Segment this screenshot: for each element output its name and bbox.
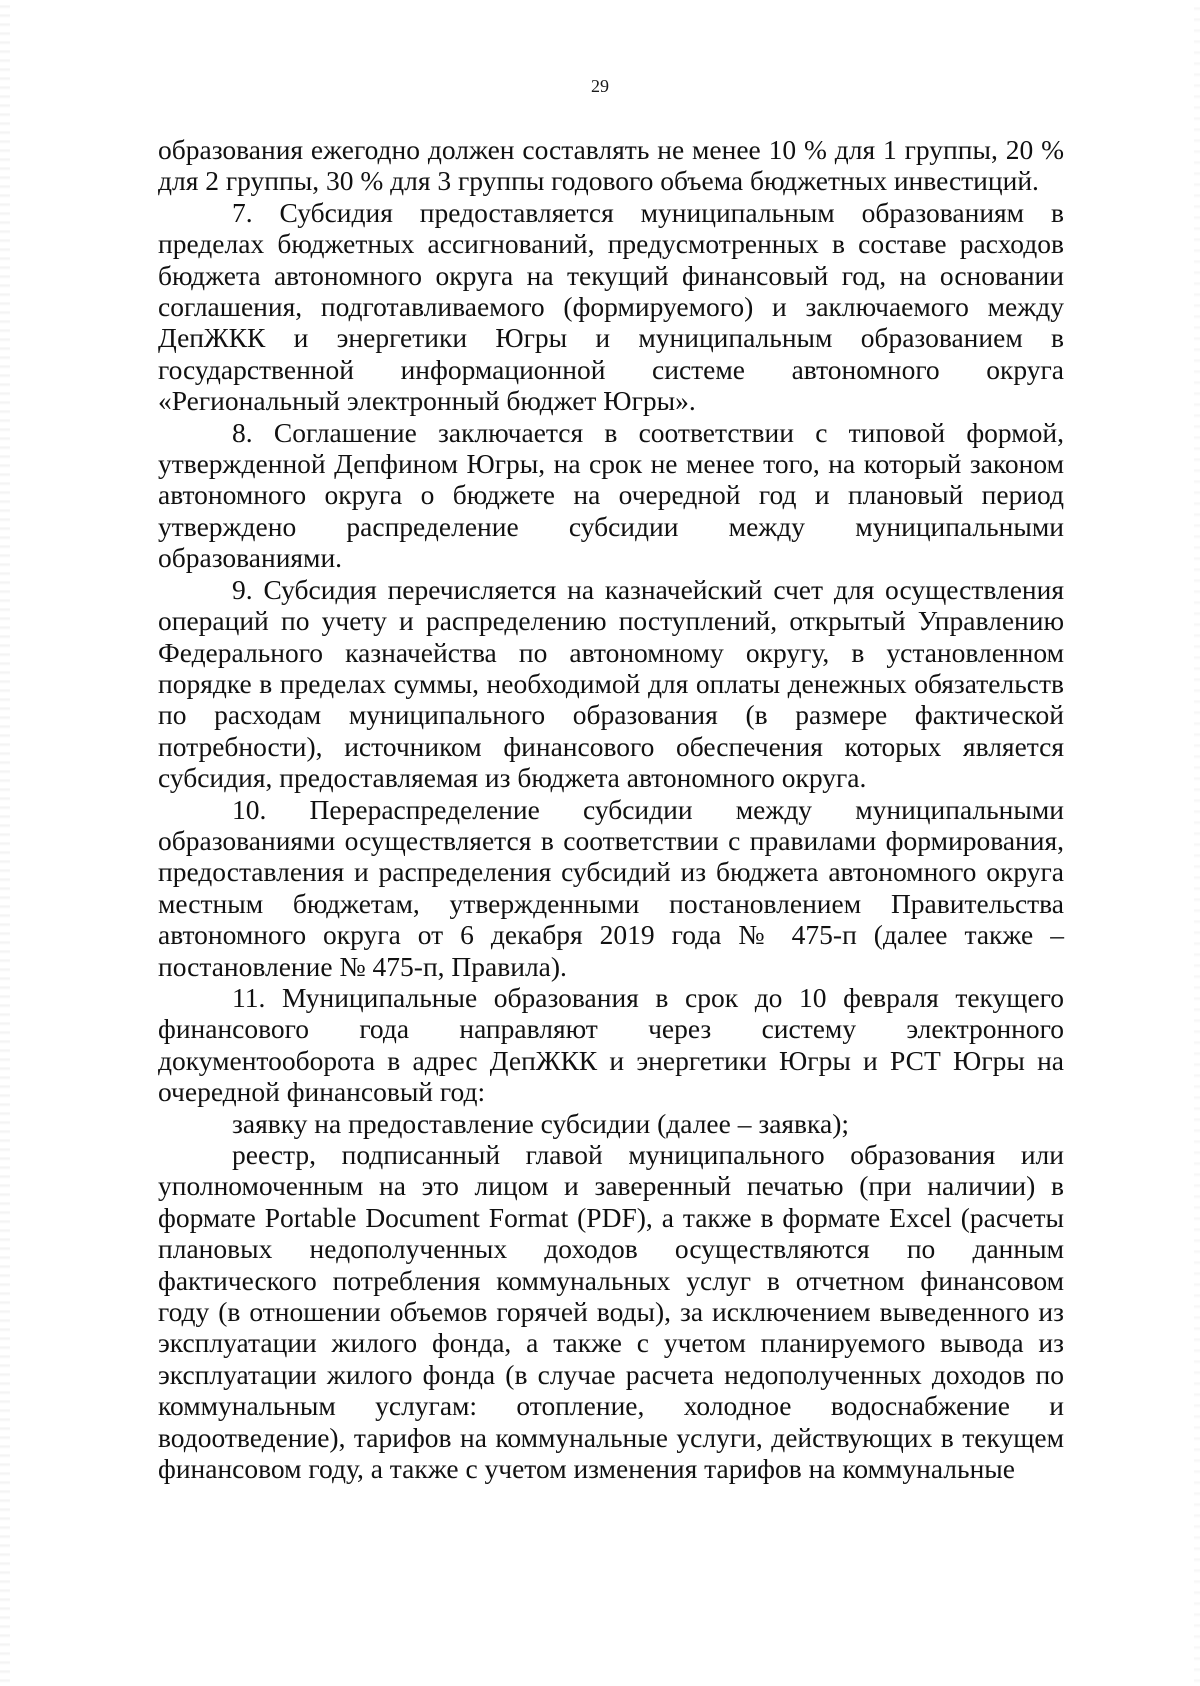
paragraph-item-7: 7. Субсидия предоставляется муниципальным образованиям в пределах бюджетных ассигнований, предусмотренных в составе расходов бюджета автономного округа на текущий финансовый год, на основании соглашения, подготавливаемого (формируемого) и заключаемого между ДепЖКК и энергетики Югры и муниципальным образованием в государственной информационной системе автономного округа «Региональный электронный бюджет Югры». bbox=[158, 196, 1064, 417]
paragraph-item-9: 9. Субсидия перечисляется на казначейский счет для осуществления операций по учету и распределению поступлений, открытый Управлению Федерального казначейства по автономному округу, в установленном порядке в пределах суммы, необходимой для оплаты денежных обязательств по расходам муниципального образования (в размере фактической потребности), источником финансового обеспечения которых является субсидия, предоставляемая из бюджета автономного округа. bbox=[158, 573, 1064, 794]
scan-edge-left bbox=[0, 0, 10, 1686]
paragraph-item-10: 10. Перераспределение субсидии между муниципальными образованиями осуществляется в соответствии с правилами формирования, предоставления и распределения субсидий из бюджета автономного округа местным бюджетам, утвержденными постановлением Правительства автономного округа от 6 декабря 2019 года № 475-п (далее также – постановление № 475-п, Правила). bbox=[158, 793, 1064, 982]
scan-edge-right bbox=[1194, 0, 1200, 1686]
paragraph-item-8: 8. Соглашение заключается в соответствии с типовой формой, утвержденной Депфином Югры, на срок не менее того, на который законом автономного округа о бюджете на очередной год и плановый период утверждено распределение субсидии между муниципальными образованиями. bbox=[158, 416, 1064, 574]
paragraph-application: заявку на предоставление субсидии (далее – заявка); bbox=[232, 1107, 849, 1139]
page-number: 29 bbox=[591, 76, 609, 96]
paragraph-registry: реестр, подписанный главой муниципального образования или уполномоченным на это лицом и заверенный печатью (при наличии) в формате Portable Document Format (PDF), а также в формате Excel (расчеты плановых недополученных доходов осуществляются по данным фактического потребления коммунальных услуг в отчетном финансовом году (в отношении объемов горячей воды), за исключением выведенного из эксплуатации жилого фонда, а также с учетом планируемого вывода из эксплуатации жилого фонда (в случае расчета недополученных доходов по коммунальным услугам: отопление, холодное водоснабжение и водоотведение), тарифов на коммунальные услуги, действующих в текущем финансовом году, а также с учетом изменения тарифов на коммунальные bbox=[158, 1139, 1064, 1485]
paragraph-item-11: 11. Муниципальные образования в срок до 10 февраля текущего финансового года направляют через систему электронного документооборота в адрес ДепЖКК и энергетики Югры и РСТ Югры на очередной финансовый год: bbox=[158, 981, 1064, 1108]
document-body bbox=[158, 134, 1064, 1484]
paragraph-continuation: образования ежегодно должен составлять не менее 10 % для 1 группы, 20 % для 2 группы, 30 % для 3 группы годового объема бюджетных инвестиций. bbox=[158, 134, 1064, 197]
